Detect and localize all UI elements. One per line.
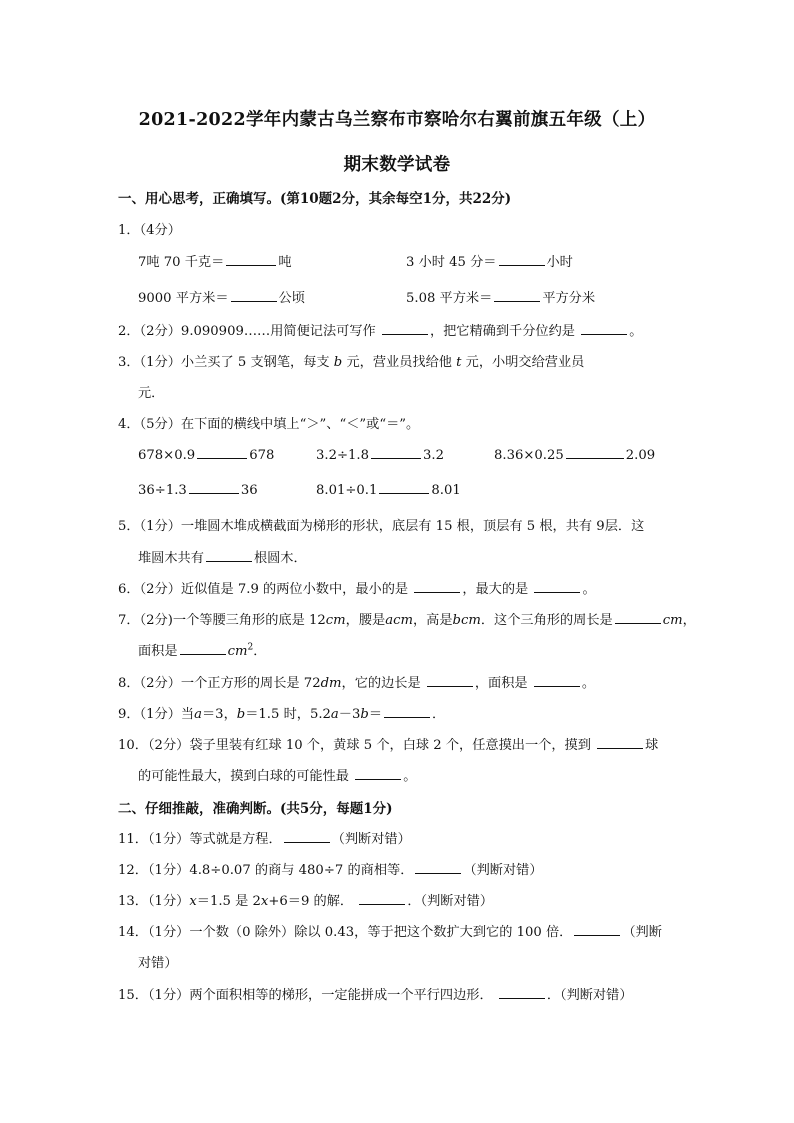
q3-text-end: 元，小明交给营业员	[465, 355, 585, 370]
answer-blank[interactable]	[382, 323, 428, 335]
answer-blank[interactable]	[384, 706, 430, 718]
q4-a-right: 678	[249, 448, 275, 463]
question-8	[118, 672, 595, 691]
q1-item-a-text: 7吨 70 千克＝	[138, 255, 225, 270]
answer-blank[interactable]	[226, 254, 276, 266]
q9-var-a: a	[194, 707, 202, 722]
question-9	[118, 703, 445, 722]
question-7	[118, 609, 696, 628]
q4-e-right: 8.01	[431, 483, 461, 498]
q15-text-end: ．（判断对错）	[546, 988, 633, 1003]
q3-var-t: t	[456, 355, 462, 370]
q4-item-b	[316, 447, 444, 463]
q7-area-text: 面积是	[138, 644, 178, 659]
answer-blank[interactable]	[499, 254, 545, 266]
question-2	[118, 320, 642, 339]
q9-text: 9．（1分）当	[118, 707, 195, 722]
q4-c-left: 8.36×0.25	[494, 448, 564, 463]
question-15	[118, 984, 633, 1003]
q1-item-a	[138, 251, 292, 270]
q5-text-end: 根圆木．	[253, 551, 307, 566]
q7-end: ．	[253, 644, 267, 659]
question-10	[118, 734, 658, 753]
q13-text-mid: ＝1.5 是 2	[196, 894, 261, 909]
q8-unit-dm: dm	[320, 676, 342, 691]
q9-minus: －3	[338, 707, 361, 722]
question-4-header: 4．（5分）在下面的横线中填上“＞”、“＜”或“＝”。	[118, 417, 420, 432]
q7-unit-cm-2: cm	[662, 613, 683, 628]
answer-blank[interactable]	[180, 643, 226, 655]
q1-item-d	[406, 287, 595, 306]
q9-var-b: b	[236, 707, 246, 722]
q15-text: 15．（1分）两个面积相等的梯形，一定能拼成一个平行四边形．	[118, 988, 493, 1003]
q13-var-x2: x	[260, 894, 269, 909]
answer-blank[interactable]	[534, 675, 580, 687]
q4-d-left: 36÷1.3	[138, 483, 187, 498]
answer-blank[interactable]	[427, 675, 473, 687]
q4-item-d	[138, 482, 258, 498]
answer-blank[interactable]	[566, 447, 624, 459]
question-14	[118, 921, 662, 940]
q6-text-mid: ，最大的是	[462, 582, 529, 597]
q6-text: 6．（2分）近似值是 7.9 的两位小数中，最小的是	[118, 582, 409, 597]
q4-b-right: 3.2	[423, 448, 444, 463]
q12-text: 12．（1分）4.8÷0.07 的商与 480÷7 的商相等．	[118, 863, 414, 878]
q7-var-acm: acm	[385, 613, 413, 628]
q9-eq2: ＝1.5 时，5.2	[245, 707, 331, 722]
q8-text-mid: ，它的边长是	[341, 676, 421, 691]
question-5: 5．（1分）一堆圆木堆成横截面为梯形的形状，底层有 15 根，顶层有 5 根，共有 9层．这	[118, 519, 645, 534]
q4-c-right: 2.09	[625, 448, 656, 463]
q8-text: 8．（2分）一个正方形的周长是 72	[118, 676, 321, 691]
section-1-heading: 一、用心思考，正确填写。(第10题2分，其余每空1分，共22分)	[118, 191, 512, 207]
answer-blank[interactable]	[534, 581, 580, 593]
q8-text-end: 。	[581, 676, 596, 691]
q9-var-a2: a	[330, 707, 339, 722]
exam-title-line1: 2021-2022学年内蒙古乌兰察布市察哈尔右翼前旗五年级（上）	[138, 110, 656, 130]
answer-blank[interactable]	[597, 737, 643, 749]
q2-text: 2．（2分）9.090909……用简便记法可写作	[118, 324, 376, 339]
question-3	[118, 351, 584, 370]
q2-text-mid: ，把它精确到千分位约是	[429, 324, 575, 339]
answer-blank[interactable]	[581, 323, 627, 335]
q2-text-end: 。	[629, 324, 643, 339]
q7-text-a: ，腰是	[345, 613, 386, 628]
answer-blank[interactable]	[359, 893, 405, 905]
q4-a-left: 678×0.9	[138, 448, 196, 463]
question-6	[118, 578, 596, 597]
q1-item-c-unit: 公顷	[278, 291, 305, 306]
q14-text: 14．（1分）一个数（0 除外）除以 0.43，等于把这个数扩大到它的 100 倍．	[118, 925, 573, 940]
answer-blank[interactable]	[206, 550, 252, 562]
question-1-header: 1．（4分）	[118, 223, 181, 238]
answer-blank[interactable]	[371, 447, 421, 459]
q13-text-mid2: +6＝9 的解．	[268, 894, 354, 909]
q7-unit-cm2: cm	[227, 644, 248, 659]
q1-item-b-text: 3 小时 45 分＝	[406, 255, 497, 270]
q6-text-end: 。	[582, 582, 596, 597]
q5-text: 堆圆木共有	[138, 551, 204, 566]
answer-blank[interactable]	[415, 862, 461, 874]
answer-blank[interactable]	[379, 482, 429, 494]
answer-blank[interactable]	[355, 768, 401, 780]
q10-text2-end: 。	[403, 769, 417, 784]
q7-text: 7．（2分)一个等腰三角形的底是 12	[118, 613, 326, 628]
q4-d-right: 36	[240, 483, 258, 498]
q10-text-end: 球	[645, 738, 659, 753]
q1-item-b-unit: 小时	[546, 255, 573, 270]
q8-text-mid2: ，面积是	[474, 676, 528, 691]
answer-blank[interactable]	[197, 447, 247, 459]
question-7-line2	[138, 640, 266, 659]
answer-blank[interactable]	[494, 290, 540, 302]
answer-blank[interactable]	[574, 924, 620, 936]
q9-end: ．	[432, 707, 446, 722]
q11-text: 11．（1分）等式就是方程．	[118, 832, 282, 847]
q7-text-b: ，高是	[412, 613, 453, 628]
q4-item-c	[494, 447, 655, 463]
q13-text: 13．（1分）	[118, 894, 190, 909]
question-13	[118, 890, 493, 909]
q1-item-a-unit: 吨	[278, 255, 292, 270]
question-12	[118, 859, 543, 878]
answer-blank[interactable]	[284, 831, 330, 843]
q1-item-d-text: 5.08 平方米＝	[406, 291, 493, 306]
q13-var-x: x	[189, 894, 197, 909]
section-2-heading: 二、仔细推敲，准确判断。(共5分，每题1分)	[118, 801, 393, 817]
q4-item-e	[316, 482, 461, 498]
q3-var-b: b	[333, 355, 343, 370]
answer-blank[interactable]	[615, 612, 661, 624]
answer-blank[interactable]	[499, 987, 545, 999]
answer-blank[interactable]	[189, 482, 239, 494]
question-11	[118, 828, 411, 847]
q3-text-mid: 元，营业员找给他	[346, 355, 452, 370]
exam-title-line2: 期末数学试卷	[343, 155, 451, 175]
q7-unit-cm: cm	[325, 613, 346, 628]
q10-text2: 的可能性最大，摸到白球的可能性最	[138, 769, 349, 784]
q1-item-b	[406, 251, 573, 270]
question-5-line2	[138, 547, 307, 566]
q13-text-end: ．（判断对错）	[407, 894, 494, 909]
q11-text-end: （判断对错）	[331, 832, 411, 847]
answer-blank[interactable]	[414, 581, 460, 593]
q9-eq1: ＝3，	[202, 707, 237, 722]
q4-e-left: 8.01÷0.1	[316, 483, 378, 498]
q3-text: 3．（1分）小兰买了 5 支钢笔，每支	[118, 355, 330, 370]
q7-comma: ，	[682, 613, 696, 628]
q10-text: 10．（2分）袋子里装有红球 10 个，黄球 5 个，白球 2 个，任意摸出一个，摸到	[118, 738, 591, 753]
q4-item-a	[138, 447, 274, 463]
q7-unit-exponent: 2	[247, 642, 254, 653]
q1-item-c	[138, 287, 305, 306]
question-14-line2: 对错）	[138, 956, 178, 971]
q12-text-end: （判断对错）	[463, 863, 543, 878]
q14-text-end: （判断	[622, 925, 662, 940]
q7-var-bcm: bcm	[452, 613, 481, 628]
q1-item-c-text: 9000 平方米＝	[138, 291, 229, 306]
q7-text-c: ．这个三角形的周长是	[480, 613, 613, 628]
question-3-line2: 元．	[138, 386, 165, 401]
question-10-line2	[138, 765, 416, 784]
q9-eq3: ＝	[368, 707, 383, 722]
answer-blank[interactable]	[231, 290, 277, 302]
q9-var-b2: b	[360, 707, 369, 722]
q1-item-d-unit: 平方分米	[542, 291, 596, 306]
q4-b-left: 3.2÷1.8	[316, 448, 369, 463]
